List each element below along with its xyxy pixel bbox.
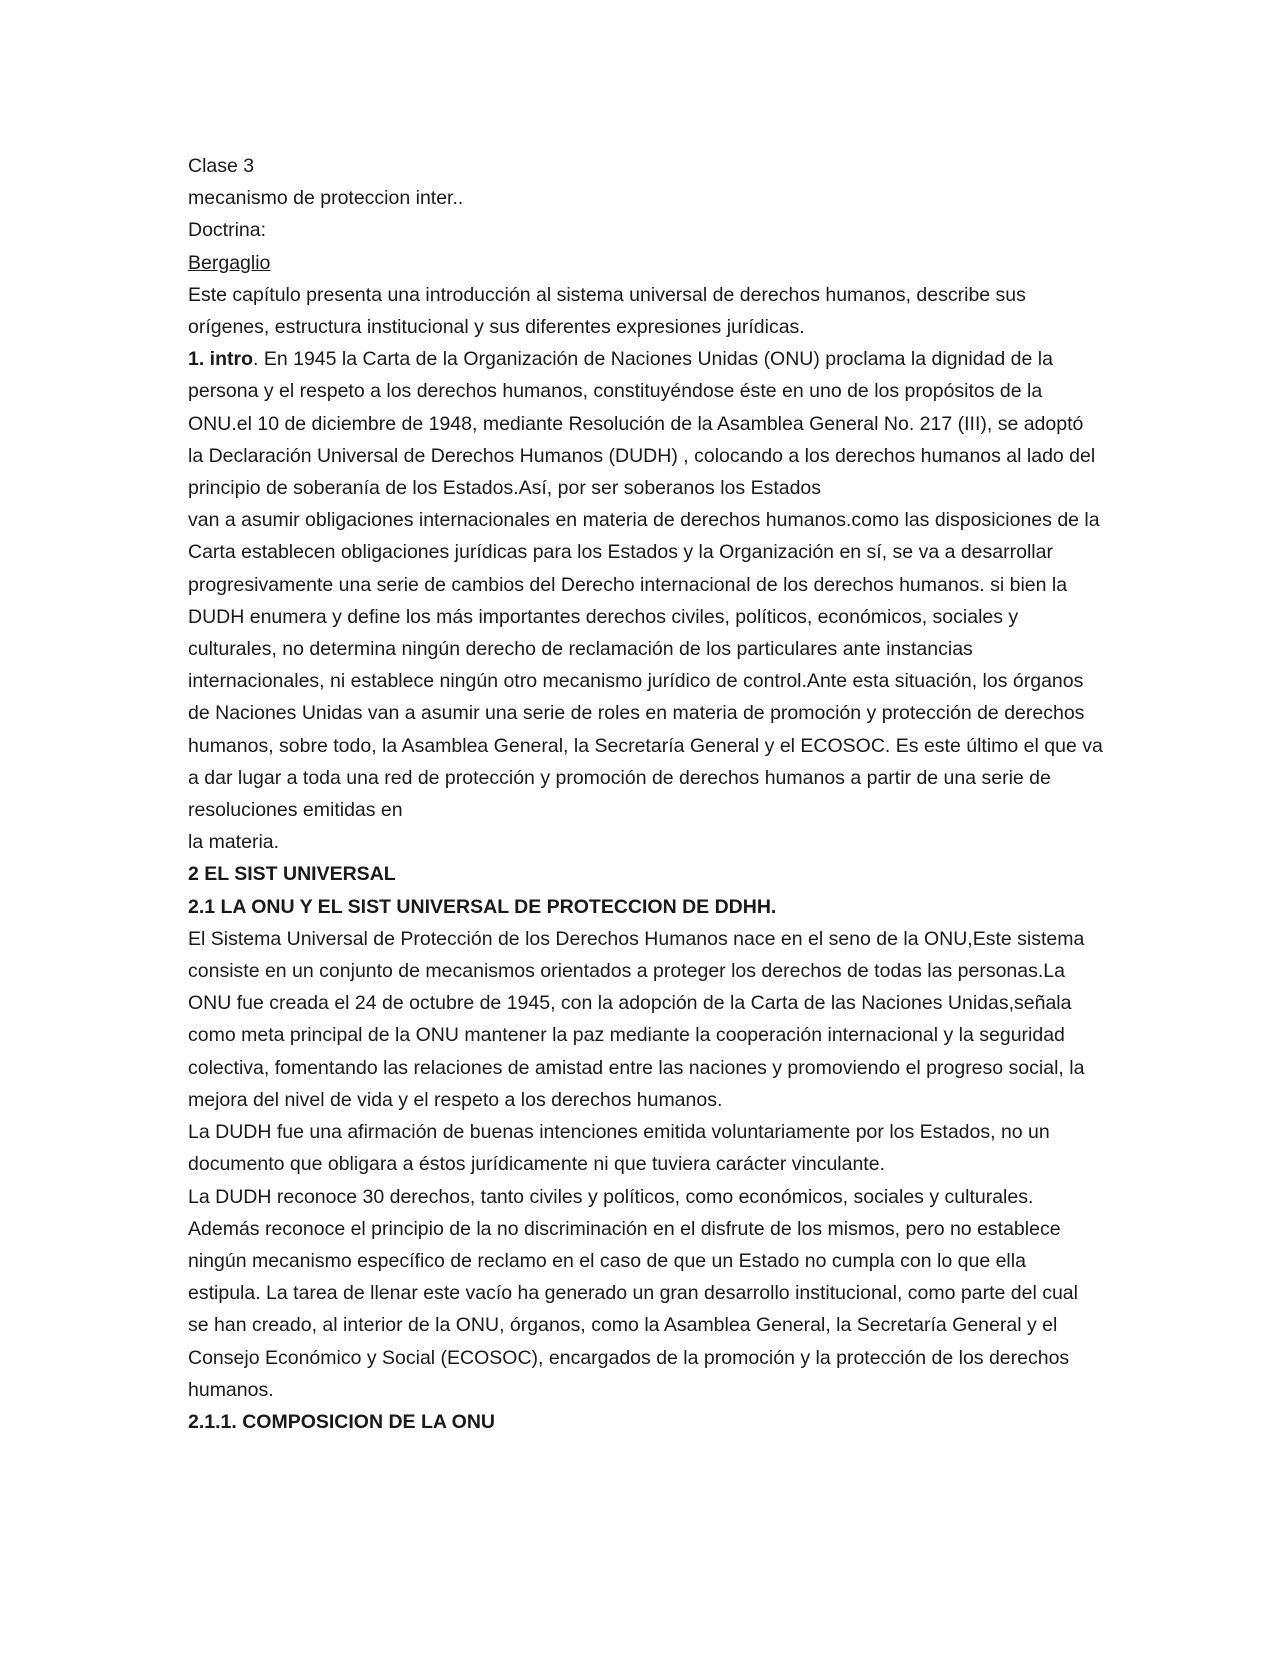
author-line [188, 247, 1103, 279]
intro-label: 1. intro [188, 348, 254, 371]
paragraph-dudh-derechos: La DUDH reconoce 30 derechos, tanto civiles y políticos, como económicos, sociales y culturales. Además reconoce el principio de la no discriminación en el disfrute de los mismos, pero no establece ningún mecanismo específico de reclamo en el caso de que un Estado no cumpla con lo que ella estipula. La tarea de llenar este vacío ha generado un gran desarrollo institucional, como parte del cual se han creado, al interior de la ONU, órganos, como la Asamblea General, la Secretaría General y el Consejo Económico y Social (ECOSOC), encargados de la promoción y la protección de los derechos humanos. [188, 1185, 1078, 1401]
intro-text: . En 1945 la Carta de la Organización de Naciones Unidas (ONU) proclama la dignidad de la persona y el respeto a los derechos humanos, constituyéndose éste en uno de los propósitos de la ONU.el 10 de diciembre de 1948, mediante Resolución de la Asamblea General No. 217 (III), se adoptó la Declaración Universal de Derechos Humanos (DUDH) , colocando a los derechos humanos al lado del principio de soberanía de los Estados.Así, por ser soberanos los Estados [188, 348, 1096, 500]
author-name: Bergaglio [188, 251, 271, 274]
section-heading-2: 2 EL SIST UNIVERSAL [188, 863, 396, 886]
chapter-summary: Este capítulo presenta una introducción al sistema universal de derechos humanos, describe sus orígenes, estructura institucional y sus diferentes expresiones jurídicas. [188, 283, 1026, 339]
section-heading-2-1-1: 2.1.1. COMPOSICION DE LA ONU [188, 1410, 495, 1433]
paragraph-dudh-intenciones: La DUDH fue una afirmación de buenas intenciones emitida voluntariamente por los Estados, no un documento que obligara a éstos jurídicamente ni que tuviera carácter vinculante. [188, 1121, 1050, 1176]
section-heading-2-1: 2.1 LA ONU Y EL SIST UNIVERSAL DE PROTECCION DE DDHH. [188, 895, 777, 918]
document-page [188, 150, 1103, 1438]
intro-paragraph [188, 343, 1103, 504]
intro-paragraph-end: la materia. [188, 831, 280, 854]
class-number-line: Clase 3 [188, 155, 255, 177]
topic-line: mecanismo de proteccion inter.. [188, 187, 464, 210]
paragraph-sistema-universal: El Sistema Universal de Protección de los Derechos Humanos nace en el seno de la ONU,Este sistema consiste en un conjunto de mecanismos orientados a proteger los derechos de todas las personas.La ONU fue creada el 24 de octubre de 1945, con la adopción de la Carta de las Naciones Unidas,señala como meta principal de la ONU mantener la paz mediante la cooperación internacional y la seguridad colectiva, fomentando las relaciones de amistad entre las naciones y promoviendo el progreso social, la mejora del nivel de vida y el respeto a los derechos humanos. [188, 927, 1085, 1111]
doctrine-label: Doctrina: [188, 219, 267, 242]
intro-paragraph-continued: van a asumir obligaciones internacionales en materia de derechos humanos.como las disposiciones de la Carta establecen obligaciones jurídicas para los Estados y la Organización en sí, se va a desarrollar progresivamente una serie de cambios del Derecho internacional de los derechos humanos. si bien la DUDH enumera y define los más importantes derechos civiles, políticos, económicos, sociales y culturales, no determina ningún derecho de reclamación de los particulares ante instancias internacionales, ni establece ningún otro mecanismo jurídico de control.Ante esta situación, los órganos de Naciones Unidas van a asumir una serie de roles en materia de promoción y protección de derechos humanos, sobre todo, la Asamblea General, la Secretaría General y el ECOSOC. Es este último el que va a dar lugar a toda una red de protección y promoción de derechos humanos a partir de una serie de resoluciones emitidas en [188, 509, 1103, 822]
